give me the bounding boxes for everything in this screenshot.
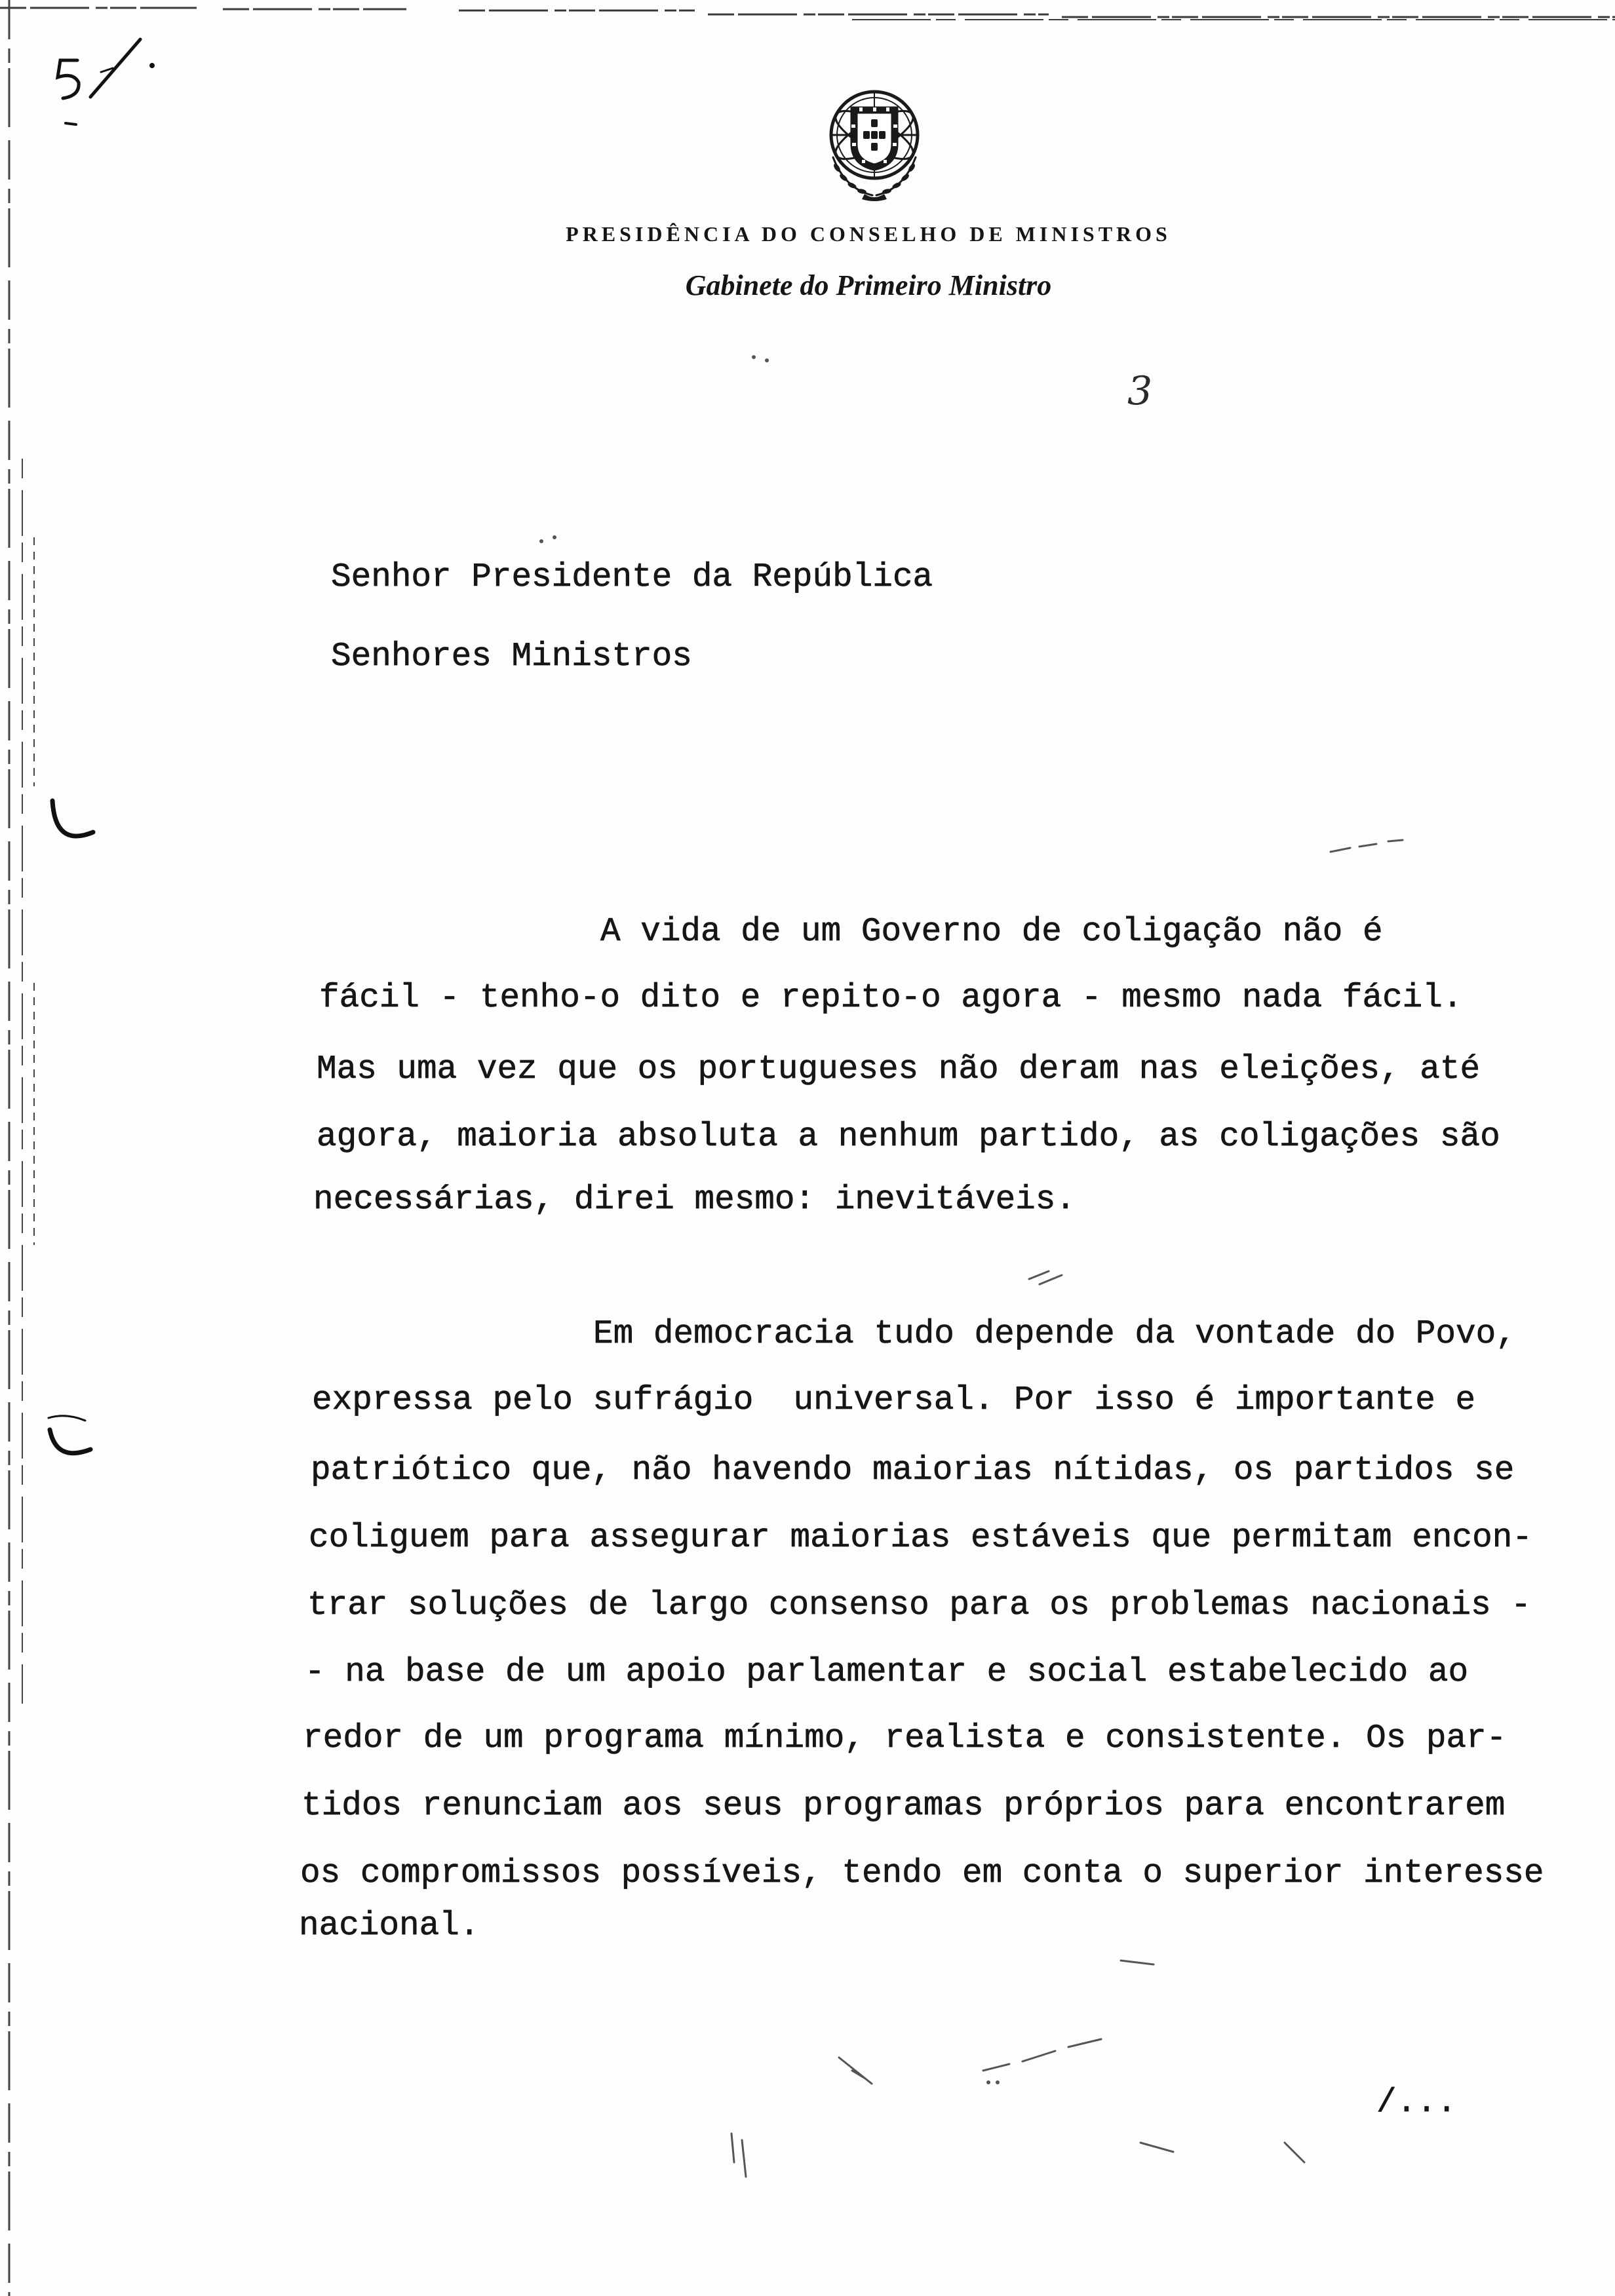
text-line: Em democracia tudo depende da vontade do Povo,	[593, 1316, 1516, 1353]
continuation-mark: /...	[1376, 2084, 1457, 2122]
binding-hole-upper	[52, 801, 93, 836]
text-line: os compromissos possíveis, tendo em conta o superior interesse	[300, 1855, 1544, 1892]
institution-name: PRESIDÊNCIA DO CONSELHO DE MINISTROS	[566, 222, 1171, 246]
text-line: tidos renunciam aos seus programas próprios para encontrarem	[302, 1788, 1506, 1825]
text-line: trar soluções de largo consenso para os problemas nacionais -	[307, 1587, 1531, 1624]
handwritten-margin-mark	[58, 39, 155, 124]
office-name: Gabinete do Primeiro Ministro	[685, 269, 1052, 301]
text-line: expressa pelo sufrágio universal. Por isso é importante e	[312, 1382, 1476, 1419]
scan-noise	[539, 355, 1403, 2177]
text-line: Mas uma vez que os portugueses não deram nas eleições, até	[317, 1051, 1481, 1088]
text-line: patriótico que, não havendo maiorias nítidas, os partidos se	[311, 1452, 1515, 1489]
salutation-line: Senhores Ministros	[331, 638, 692, 676]
left-edge-line	[9, 0, 34, 2296]
text-line: - na base de um apoio parlamentar e social estabelecido ao	[305, 1654, 1469, 1691]
text-line: nacional.	[299, 1907, 480, 1945]
salutation-line: Senhor Presidente da República	[331, 559, 933, 596]
top-edge-line	[0, 8, 1615, 20]
handwritten-page-number: 3	[1127, 368, 1153, 414]
coat-of-arms-icon	[819, 84, 930, 202]
text-line: redor de um programa mínimo, realista e consistente. Os par-	[303, 1720, 1507, 1757]
text-line: coliguem para assegurar maiorias estáveis que permitam encon-	[309, 1520, 1532, 1557]
text-line: fácil - tenho-o dito e repito-o agora - mesmo nada fácil.	[319, 980, 1463, 1017]
text-line: necessárias, direi mesmo: inevitáveis.	[313, 1181, 1076, 1219]
binding-hole-lower	[50, 1430, 90, 1453]
text-line: A vida de um Governo de coligação não é	[600, 913, 1383, 951]
binding-hole-marks	[49, 801, 93, 1453]
text-line: agora, maioria absoluta a nenhum partido, as coligações são	[317, 1119, 1500, 1156]
